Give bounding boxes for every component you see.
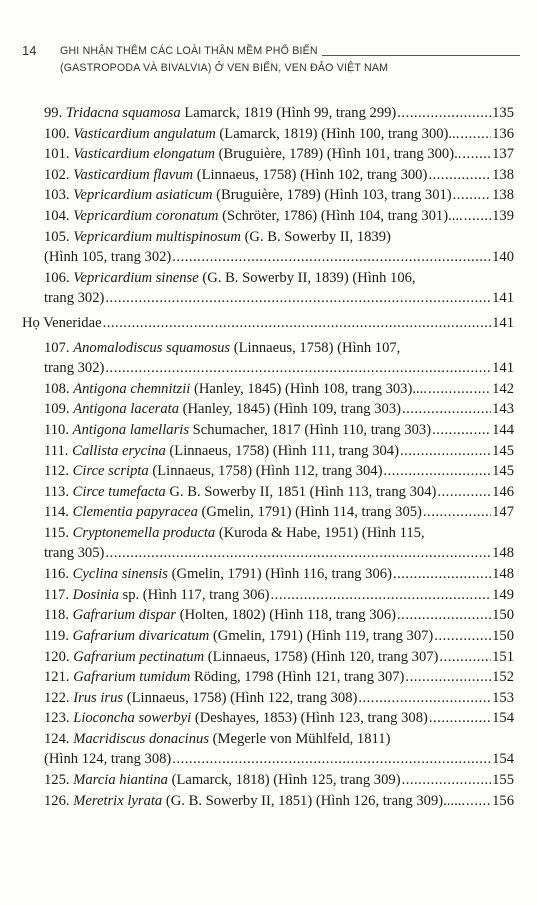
species-author: (Lamarck, 1818) (Hình 125, trang 309) xyxy=(171,772,401,789)
species-author: (Linnaeus, 1758) (Hình 107, xyxy=(233,339,401,356)
toc-entry xyxy=(44,647,514,667)
dot-leader xyxy=(434,626,491,646)
toc-row xyxy=(44,144,514,164)
toc-row-continued xyxy=(44,749,514,769)
toc-entry xyxy=(44,420,514,440)
species-name: Vepricardium sinense xyxy=(73,269,199,286)
toc-entry xyxy=(44,144,514,164)
toc-row xyxy=(44,667,514,687)
entry-continuation: (Hình 124, trang 308) xyxy=(44,751,172,767)
species-author: (Linnaeus, 1758) (Hình 122, trang 308) xyxy=(126,689,358,706)
species-author: (G. B. Sowerby II, 1839) xyxy=(244,228,391,245)
entry-number: 102. xyxy=(44,166,70,183)
entry-title xyxy=(44,523,425,543)
toc-entry xyxy=(44,523,514,563)
toc-row xyxy=(44,770,514,790)
dot-leader xyxy=(383,461,491,481)
toc-entry xyxy=(44,667,514,687)
entry-title xyxy=(44,144,461,164)
species-author: Röding, 1798 (Hình 121, trang 307) xyxy=(194,669,405,686)
species-author: (Lamarck, 1819) (Hình 100, trang 300)... xyxy=(219,125,460,142)
header-rule xyxy=(322,48,520,56)
toc-row xyxy=(44,461,514,481)
species-author: (Gmelin, 1791) (Hình 119, trang 307) xyxy=(212,628,434,644)
species-name: Gafrarium tumidum xyxy=(73,669,191,686)
dot-leader xyxy=(439,647,491,667)
entry-number: 123. xyxy=(44,710,70,727)
toc-row xyxy=(44,729,514,749)
entry-number: 106. xyxy=(44,269,70,286)
running-title-line1: GHI NHẬN THÊM CÁC LOÀI THÂN MỀM PHỔ BIẾN xyxy=(60,45,318,57)
page-ref: 150 xyxy=(492,628,514,644)
toc-entry xyxy=(44,688,514,708)
page-ref: 147 xyxy=(492,504,514,521)
entry-number: 120. xyxy=(44,648,70,665)
dot-leader xyxy=(460,124,491,144)
species-name: Macridiscus donacinus xyxy=(73,731,209,747)
entry-title xyxy=(44,626,433,646)
page-ref: 148 xyxy=(492,545,514,561)
species-author: Schumacher, 1817 (Hình 110, trang 303) xyxy=(192,422,432,438)
toc-entry xyxy=(44,564,514,584)
species-name: Antigona lamellaris xyxy=(72,422,190,438)
page-ref: 138 xyxy=(492,187,514,204)
entry-number: 114. xyxy=(44,504,69,521)
entry-title xyxy=(44,585,270,605)
species-author: (Holten, 1802) (Hình 118, trang 306) xyxy=(179,607,397,624)
entry-number: 124. xyxy=(44,731,70,747)
entry-title xyxy=(44,688,357,708)
entry-number: 99. xyxy=(44,105,63,121)
entry-number: 116. xyxy=(44,566,69,583)
entry-title xyxy=(44,605,396,625)
dot-leader xyxy=(105,358,491,378)
dot-leader xyxy=(397,605,491,625)
entry-number: 112. xyxy=(44,463,69,480)
entry-title xyxy=(44,667,404,687)
toc-row-continued xyxy=(44,247,514,267)
dot-leader xyxy=(393,564,491,584)
species-name: Callista erycina xyxy=(72,442,166,459)
toc-row-continued xyxy=(44,543,514,563)
dot-leader xyxy=(172,247,491,267)
toc-row xyxy=(44,165,514,185)
toc-entry xyxy=(44,791,514,811)
entry-title xyxy=(44,379,427,399)
page-ref: 139 xyxy=(492,208,514,224)
species-author: (G. B. Sowerby II, 1851) (Hình 126, trang 309)...... xyxy=(165,792,466,809)
page-ref: 136 xyxy=(492,125,514,142)
page-number: 14 xyxy=(22,43,37,58)
page-ref: 138 xyxy=(492,166,514,183)
species-name: Vepricardium multispinosum xyxy=(73,228,241,245)
entry-continuation: trang 305) xyxy=(44,545,105,561)
entry-title xyxy=(44,482,436,502)
dot-leader xyxy=(437,482,491,502)
page-ref: 135 xyxy=(492,105,514,121)
species-author: (Megerle von Mühlfeld, 1811) xyxy=(212,731,391,747)
dot-leader xyxy=(464,206,491,226)
page-ref: 149 xyxy=(492,586,514,603)
toc-row xyxy=(44,482,514,502)
species-author: (Kuroda & Habe, 1951) (Hình 115, xyxy=(218,525,425,541)
entry-number: 100. xyxy=(44,125,70,142)
entry-number: 117. xyxy=(44,586,69,603)
entry-title xyxy=(44,420,431,440)
toc-entry xyxy=(44,399,514,419)
entry-title xyxy=(44,268,416,288)
species-name: Circe tumefacta xyxy=(72,483,166,500)
species-author: (Gmelin, 1791) (Hình 114, trang 305) xyxy=(201,504,422,521)
species-name: Vepricardium coronatum xyxy=(73,208,219,224)
page-ref: 141 xyxy=(492,315,514,331)
toc-entry xyxy=(22,313,514,333)
species-name: Dosinia xyxy=(72,586,119,603)
species-name: Circe scripta xyxy=(72,463,149,480)
page-ref: 154 xyxy=(492,751,514,767)
toc-row xyxy=(44,605,514,625)
page-ref: 156 xyxy=(492,792,514,809)
family-heading: Họ Veneridae xyxy=(22,315,102,331)
toc-entry xyxy=(44,268,514,308)
entry-number: 105. xyxy=(44,228,70,245)
species-name: Meretrix lyrata xyxy=(73,792,163,809)
toc-row xyxy=(44,708,514,728)
dot-leader xyxy=(271,585,492,605)
toc-entry xyxy=(44,626,514,646)
dot-leader xyxy=(397,103,491,123)
toc-row-continued xyxy=(44,358,514,378)
entry-title xyxy=(44,729,390,749)
toc-entry xyxy=(44,227,514,267)
entry-number: 122. xyxy=(44,689,70,706)
species-author: (Schröter, 1786) (Hình 104, trang 301).... xyxy=(222,208,463,224)
species-name: Vepricardium asiaticum xyxy=(73,187,213,204)
dot-leader xyxy=(402,770,492,790)
page-ref: 143 xyxy=(492,401,514,418)
toc-entry xyxy=(44,124,514,144)
toc-entry xyxy=(44,482,514,502)
toc-row xyxy=(44,399,514,419)
entry-continuation: trang 302) xyxy=(44,289,105,306)
species-name: Cryptonemella producta xyxy=(72,525,216,541)
dot-leader xyxy=(423,502,491,522)
entry-number: 108. xyxy=(44,380,70,397)
species-name: Gafrarium pectinatum xyxy=(73,648,205,665)
entry-title xyxy=(44,206,463,226)
entry-title xyxy=(44,441,399,461)
page-ref: 144 xyxy=(492,422,514,438)
entry-number: 111. xyxy=(44,442,69,459)
toc-row xyxy=(44,103,514,123)
species-name: Gafrarium dispar xyxy=(72,607,177,624)
dot-leader xyxy=(405,667,491,687)
toc-entry xyxy=(44,338,514,378)
species-author: (Hanley, 1845) (Hình 109, trang 303) xyxy=(182,401,401,418)
entry-title xyxy=(44,502,422,522)
species-name: Tridacna squamosa xyxy=(65,105,181,121)
entry-continuation: trang 302) xyxy=(44,359,105,376)
species-author: G. B. Sowerby II, 1851 (Hình 113, trang 304) xyxy=(169,483,437,500)
entry-title xyxy=(44,185,452,205)
entry-number: 103. xyxy=(44,187,70,204)
entry-number: 110. xyxy=(44,422,69,438)
page-ref: 141 xyxy=(492,289,514,306)
dot-leader xyxy=(466,791,491,811)
toc-entry xyxy=(44,605,514,625)
entry-number: 101. xyxy=(44,146,70,163)
entry-number: 104. xyxy=(44,208,70,224)
entry-title xyxy=(44,124,459,144)
running-title xyxy=(60,43,520,77)
species-name: Vasticardium elongatum xyxy=(73,146,215,163)
toc-entry xyxy=(44,708,514,728)
toc-row xyxy=(44,338,514,358)
entry-continuation: (Hình 105, trang 302) xyxy=(44,248,172,265)
species-author: (G. B. Sowerby II, 1839) (Hình 106, xyxy=(202,269,416,286)
entry-number: 126. xyxy=(44,792,70,809)
species-author: Lamarck, 1819 (Hình 99, trang 299) xyxy=(184,105,397,121)
species-author: (Linnaeus, 1758) (Hình 120, trang 307) xyxy=(207,648,439,665)
entry-title xyxy=(44,399,401,419)
page-ref: 150 xyxy=(492,607,514,624)
species-author: (Gmelin, 1791) (Hình 116, trang 306) xyxy=(171,566,392,583)
toc-entry xyxy=(44,206,514,226)
species-author: (Hanley, 1845) (Hình 108, trang 303).... xyxy=(194,380,427,397)
toc-row xyxy=(22,313,514,333)
page-ref: 151 xyxy=(492,648,514,665)
species-name: Antigona chemnitzii xyxy=(73,380,191,397)
toc-row xyxy=(44,379,514,399)
toc-row xyxy=(44,124,514,144)
entry-number: 107. xyxy=(44,339,70,356)
toc-entry xyxy=(44,585,514,605)
running-title-line2: (GASTROPODA VÀ BIVALVIA) Ở VEN BIỂN, VEN ĐẢO VIỆT NAM xyxy=(60,62,389,74)
species-author: (Bruguière, 1789) (Hình 101, trang 300).. xyxy=(218,146,462,163)
toc-entry xyxy=(44,165,514,185)
page-ref: 140 xyxy=(492,248,514,265)
page-ref: 146 xyxy=(492,483,514,500)
entry-title xyxy=(44,165,427,185)
entry-title xyxy=(44,227,391,247)
toc-row xyxy=(44,564,514,584)
page-ref: 155 xyxy=(492,772,514,789)
entry-number: 119. xyxy=(44,628,69,644)
entry-number: 115. xyxy=(44,525,69,541)
entry-title xyxy=(44,564,392,584)
species-name: Anomalodiscus squamosus xyxy=(73,339,231,356)
species-name: Lioconcha sowerbyi xyxy=(73,710,192,727)
toc-row xyxy=(44,626,514,646)
toc-entry xyxy=(44,379,514,399)
toc-row xyxy=(44,268,514,288)
dot-leader xyxy=(105,543,491,563)
entry-title xyxy=(44,338,400,358)
dot-leader xyxy=(172,749,491,769)
species-author: (Linnaeus, 1758) (Hình 111, trang 304) xyxy=(169,442,399,459)
toc-entry xyxy=(44,729,514,769)
toc-row-continued xyxy=(44,288,514,308)
dot-leader xyxy=(103,313,492,333)
species-name: Vasticardium angulatum xyxy=(73,125,216,142)
dot-leader xyxy=(358,688,491,708)
entry-number: 109. xyxy=(44,401,70,418)
toc-row xyxy=(44,585,514,605)
page-ref: 142 xyxy=(492,380,514,397)
page-ref: 148 xyxy=(492,566,514,583)
species-author: (Bruguière, 1789) (Hình 103, trang 301) xyxy=(216,187,452,204)
toc-row xyxy=(44,688,514,708)
toc-row xyxy=(44,441,514,461)
species-author: sp. (Hình 117, trang 306) xyxy=(122,586,270,603)
species-name: Marcia hiantina xyxy=(73,772,168,789)
toc-row xyxy=(44,206,514,226)
toc-row xyxy=(44,420,514,440)
entry-title xyxy=(44,770,401,790)
species-author: (Deshayes, 1853) (Hình 123, trang 308) xyxy=(194,710,428,727)
entry-number: 121. xyxy=(44,669,70,686)
species-name: Cyclina sinensis xyxy=(72,566,168,583)
toc-row xyxy=(44,502,514,522)
toc-entry xyxy=(44,770,514,790)
toc-entry xyxy=(44,103,514,123)
dot-leader xyxy=(453,185,491,205)
toc-row xyxy=(44,791,514,811)
entry-title xyxy=(44,647,438,667)
species-name: Vasticardium flavum xyxy=(73,166,194,183)
entry-title xyxy=(44,461,382,481)
dot-leader xyxy=(462,144,491,164)
toc-entry xyxy=(44,441,514,461)
species-name: Clementia papyracea xyxy=(72,504,198,521)
species-name: Irus irus xyxy=(73,689,124,706)
entry-number: 113. xyxy=(44,483,69,500)
dot-leader xyxy=(432,420,491,440)
page-ref: 141 xyxy=(492,359,514,376)
species-name: Antigona lacerata xyxy=(73,401,179,418)
page-ref: 145 xyxy=(492,442,514,459)
page-ref: 153 xyxy=(492,689,514,706)
species-author: (Linnaeus, 1758) (Hình 112, trang 304) xyxy=(152,463,383,480)
toc-row xyxy=(44,227,514,247)
entry-number: 118. xyxy=(44,607,69,624)
entry-number: 125. xyxy=(44,772,70,789)
dot-leader xyxy=(428,165,491,185)
dot-leader xyxy=(402,399,491,419)
dot-leader xyxy=(105,288,491,308)
page-ref: 154 xyxy=(492,710,514,727)
dot-leader xyxy=(428,379,491,399)
entry-title xyxy=(44,708,428,728)
species-name: Gafrarium divaricatum xyxy=(72,628,210,644)
dot-leader xyxy=(400,441,491,461)
toc-entry xyxy=(44,461,514,481)
toc-row xyxy=(44,523,514,543)
toc-entry xyxy=(44,185,514,205)
page-ref: 137 xyxy=(492,146,514,163)
page-ref: 145 xyxy=(492,463,514,480)
toc-row xyxy=(44,185,514,205)
species-author: (Linnaeus, 1758) (Hình 102, trang 300) xyxy=(196,166,428,183)
entry-title xyxy=(44,103,396,123)
toc-row xyxy=(44,647,514,667)
entry-title xyxy=(44,791,465,811)
toc-entry xyxy=(44,502,514,522)
page-ref: 152 xyxy=(492,669,514,686)
dot-leader xyxy=(429,708,491,728)
